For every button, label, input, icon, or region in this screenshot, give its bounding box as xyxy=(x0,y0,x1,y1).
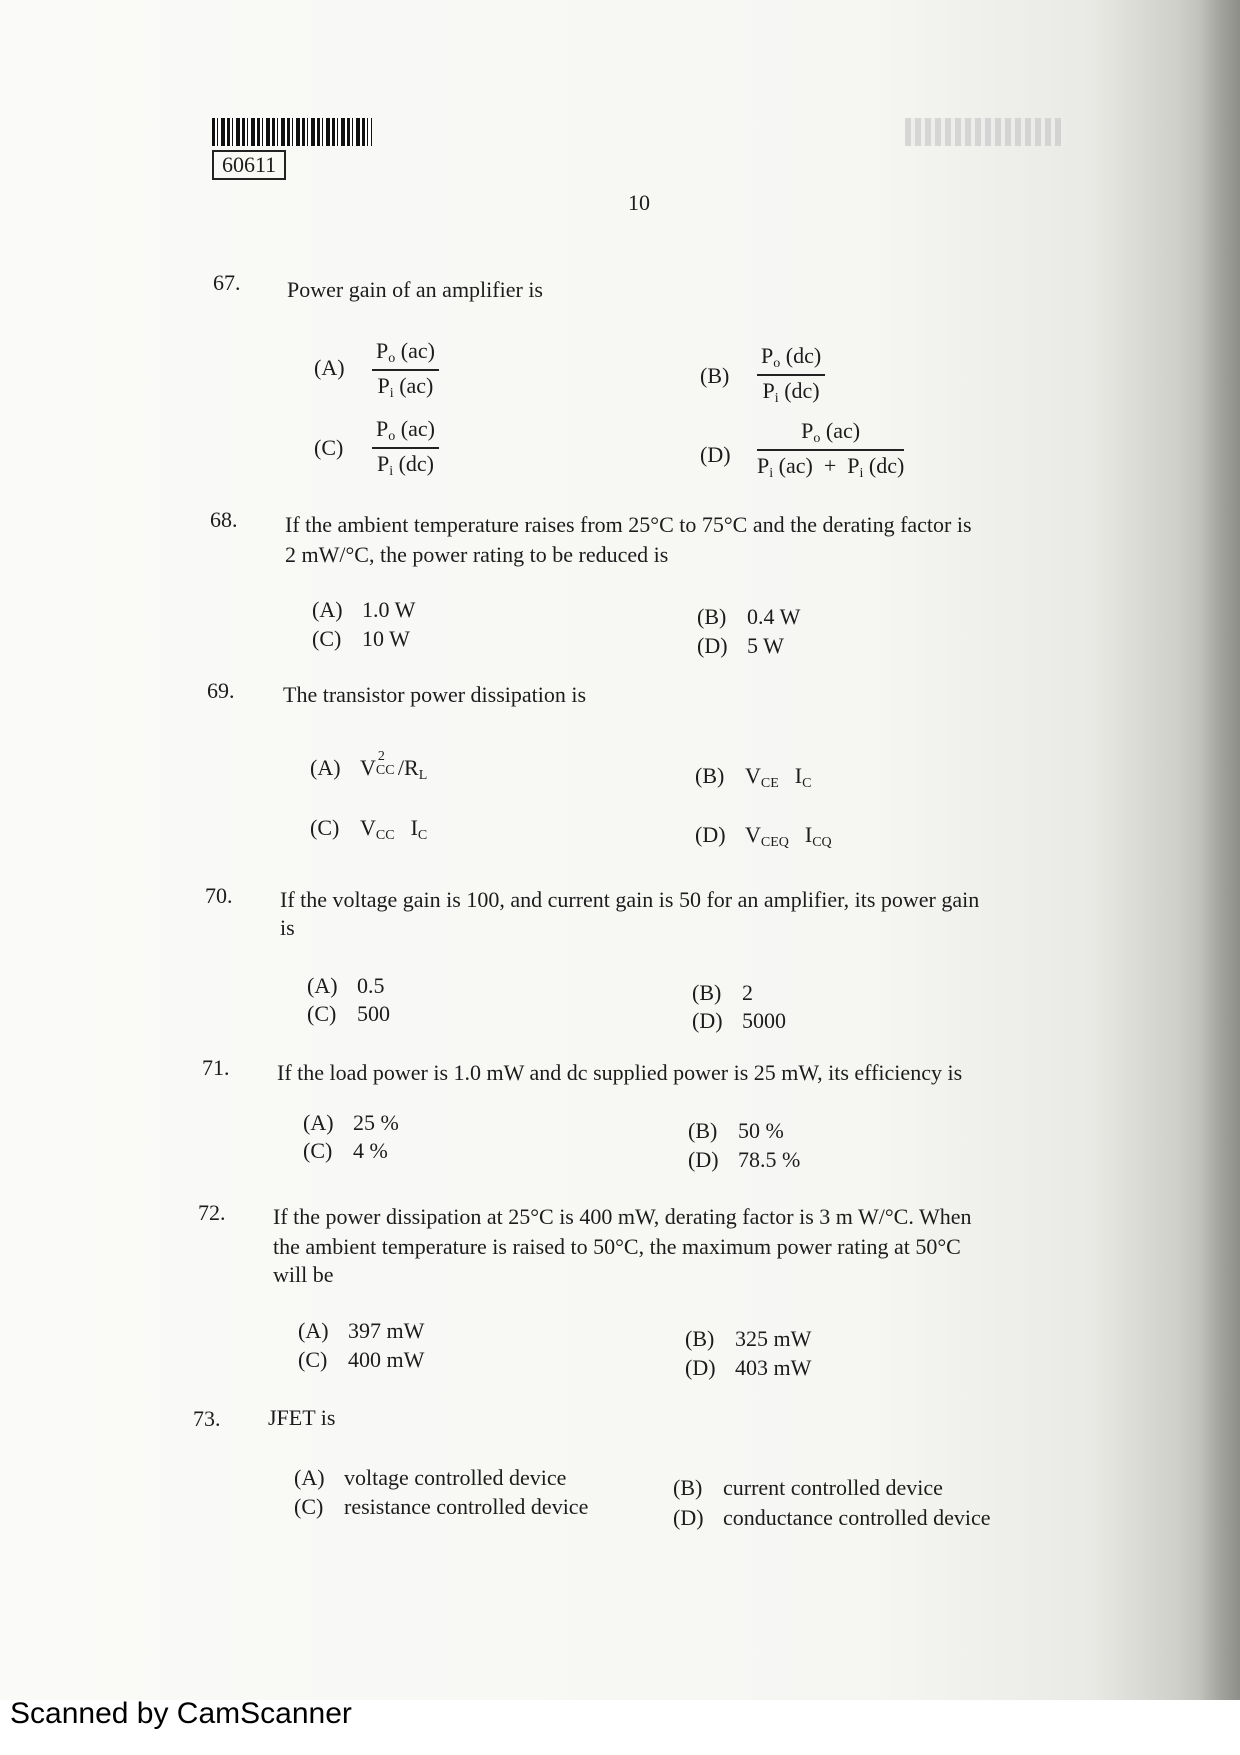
question-text-line: will be xyxy=(273,1262,334,1287)
question-number: 68. xyxy=(210,507,238,532)
option-d: (D) 78.5 % xyxy=(688,1147,801,1172)
option-c: (C) 10 W xyxy=(312,626,410,651)
question-text-line: If the voltage gain is 100, and current gain is 50 for an amplifier, its power gain xyxy=(280,887,980,912)
option-d: (D) 403 mW xyxy=(685,1355,812,1380)
option-c: (C) $V_{CC}$ $I_C$ xyxy=(310,815,428,843)
option-letter: (A) xyxy=(314,355,345,380)
question-text: If the load power is 1.0 mW and dc supplied power is 25 mW, its efficiency is xyxy=(277,1060,963,1085)
page-number: 10 xyxy=(628,190,650,215)
option-b: (B) 2 xyxy=(692,980,753,1005)
barcode xyxy=(212,118,372,146)
scanner-watermark: Scanned by CamScanner xyxy=(10,1697,352,1730)
option-d: (D) conductance controlled device xyxy=(673,1505,991,1530)
option-a: (A) 0.5 xyxy=(307,973,385,998)
faint-stamp xyxy=(905,118,1065,146)
option-a: (A) 1.0 W xyxy=(312,597,416,622)
question-text-line: 2 mW/°C, the power rating to be reduced is xyxy=(285,542,669,567)
fraction-option-c: $\frac{P_o (ac)}{P_i (dc)}$ xyxy=(372,416,439,480)
option-c: (C) 4 % xyxy=(303,1138,388,1163)
option-c: (C) 500 xyxy=(307,1001,390,1026)
option-c: (C) 400 mW xyxy=(298,1347,425,1372)
question-text: Power gain of an amplifier is xyxy=(287,277,543,302)
question-number: 69. xyxy=(207,678,235,703)
option-a: (A) 397 mW xyxy=(298,1318,425,1343)
option-b: (B) 325 mW xyxy=(685,1326,812,1351)
fraction-option-d: $\frac{P_o (ac)}{P_i (ac) + P_i (dc)}$ xyxy=(757,418,905,481)
paper-code: 60611 xyxy=(212,150,286,180)
option-b: (B) 50 % xyxy=(688,1118,784,1143)
option-letter: (D) xyxy=(700,442,731,467)
question-text-line: is xyxy=(280,915,295,940)
option-a: (A) 25 % xyxy=(303,1110,399,1135)
option-d: (D) 5 W xyxy=(697,633,784,658)
option-a: (A) V 2 CC $/R_L$ xyxy=(310,749,428,783)
option-d: (D) $V_{CEQ}$ $I_{CQ}$ xyxy=(695,822,832,850)
option-b: (B) 0.4 W xyxy=(697,604,801,629)
option-letter: (B) xyxy=(700,363,730,388)
question-text: JFET is xyxy=(268,1405,336,1430)
option-a: (A) voltage controlled device xyxy=(294,1465,567,1490)
question-number: 72. xyxy=(198,1200,226,1225)
option-b: (B) current controlled device xyxy=(673,1475,943,1500)
question-number: 67. xyxy=(213,270,241,295)
question-number: 71. xyxy=(202,1055,230,1080)
question-text-line: the ambient temperature is raised to 50°C, the maximum power rating at 50°C xyxy=(273,1234,961,1259)
question-number: 70. xyxy=(205,883,233,908)
question-text-line: If the power dissipation at 25°C is 400 mW, derating factor is 3 m W/°C. When xyxy=(273,1204,972,1229)
question-text-line: If the ambient temperature raises from 25°C to 75°C and the derating factor is xyxy=(285,512,972,537)
fraction-option-a: $\frac{P_o (ac)}{P_i (ac)}$ xyxy=(372,338,439,402)
page-edge-shadow xyxy=(1200,0,1240,1700)
option-d: (D) 5000 xyxy=(692,1008,786,1033)
fraction-option-b: $\frac{P_o (dc)}{P_i (dc)}$ xyxy=(757,343,825,407)
option-c: (C) resistance controlled device xyxy=(294,1494,589,1519)
question-number: 73. xyxy=(193,1406,221,1431)
question-text: The transistor power dissipation is xyxy=(283,682,587,707)
option-letter: (C) xyxy=(314,435,344,460)
option-b: (B) $V_{CE}$ $I_C$ xyxy=(695,763,812,791)
